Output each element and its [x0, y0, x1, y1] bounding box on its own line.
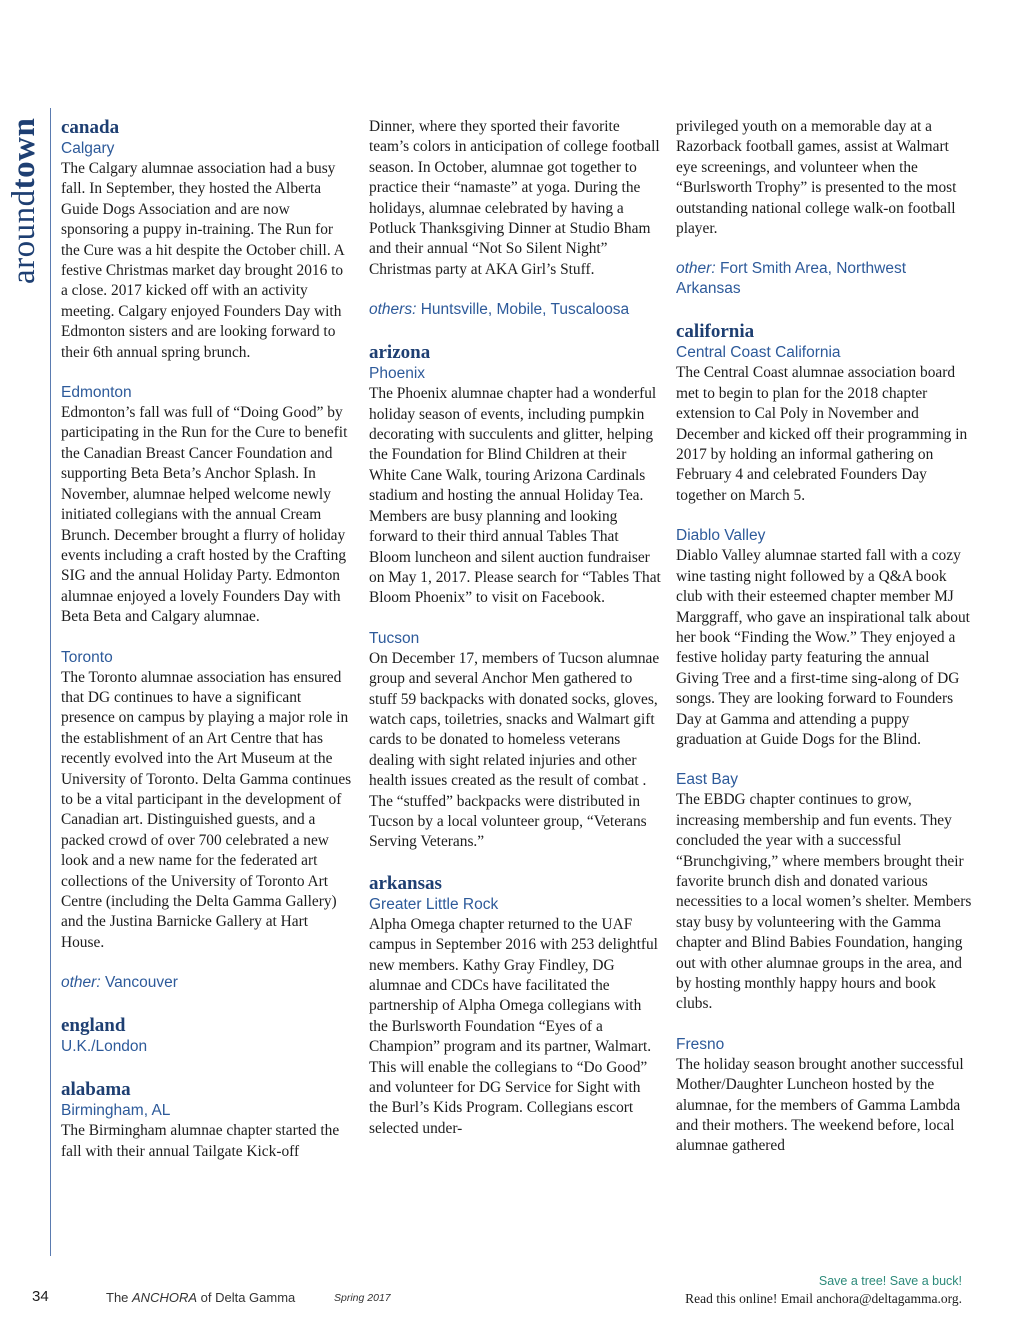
city-heading-east-bay: East Bay [676, 771, 739, 789]
other-label: other: [61, 974, 101, 992]
article-edmonton: Edmonton’s fall was full of “Doing Good” by participating in the Run for the Cure to benefit the Canadian Breast Cancer Foundation and supporting Beta Beta’s Anchor Splash. In November, alumnae helped welcome newly initiated collegians with the annual Cream Brunch. December brought a flurry of holiday events including a craft hosted by the Crafting SIG and the annual Holiday Party. Edmonton alumnae enjoyed a lovely Founders Day with Beta Beta and Calgary alumnae. [61, 404, 348, 626]
city-heading-diablo-valley: Diablo Valley [676, 527, 766, 545]
other-value: Vancouver [100, 974, 178, 992]
city-heading-edmonton: Edmonton [61, 384, 132, 402]
article-phoenix: The Phoenix alumnae chapter had a wonderful holiday season of events, including pumpkin decorating with succulents and glitter, helping the Foundation for Blind Children at their White Cane Walk, touring Arizona Cardinals stadium and hosting the annual Holiday Tea. Members are busy planning and looking forward to their third annual Tables That Bloom luncheon and silent auction fundraiser on May 1, 2017. Please search for “Tables That Bloom Phoenix” to visit on Facebook. [369, 385, 661, 607]
save-tree-note: Save a tree! Save a buck! [818, 1274, 962, 1288]
article-birmingham-continued: Dinner, where they sported their favorite team’s colors in anticipation of college football season. In October, alumnae got together to practice their “namaste” at yoga. During the holidays, alumnae celebrated by having a Potluck Thanksgiving Dinner at Studio Bham and their annual “Not So Silent Night” Christmas party at AKA Girl’s Stuff. [369, 118, 660, 278]
city-heading-calgary: Calgary [61, 140, 115, 157]
region-heading-california: california [676, 321, 755, 343]
city-heading-tucson: Tucson [369, 629, 420, 647]
pub-title: ANCHORA [132, 1290, 198, 1305]
city-heading-toronto: Toronto [61, 648, 113, 666]
section-title-vertical [2, 116, 42, 286]
article-fresno: The holiday season brought another successful Mother/Daughter Luncheon hosted by the alumnae, for the members of Gamma Lambda and their mothers. The weekend before, local alumnae gathered [676, 1055, 964, 1155]
article-birmingham: The Birmingham alumnae chapter started the fall with their annual Tailgate Kick-off [61, 1122, 340, 1160]
column-3 [676, 117, 972, 1177]
region-heading-canada: canada [61, 117, 120, 138]
region-heading-alabama: alabama [61, 1079, 131, 1101]
city-heading-fresno: Fresno [676, 1035, 725, 1053]
read-online-note: Read this online! Email anchora@deltagamma.org. [685, 1291, 962, 1306]
other-value: Fort Smith Area, Northwest Arkansas [676, 260, 907, 298]
article-central-coast: The Central Coast alumnae association board met to begin to plan for the 2018 chapter extension to Cal Poly in November and December and kicked off their programming in 2017 by holding an informal gathering on February 4 and celebrated Founders Day together on March 5. [676, 364, 968, 504]
article-greater-little-rock-continued: privileged youth on a memorable day at a Razorback football games, assist at Walmart eye screenings, and volunteer when the “Burlsworth Trophy” is presented to the most outstanding national college walk-on football player. [676, 118, 957, 238]
issue-label: Spring 2017 [334, 1292, 391, 1304]
page-number: 34 [32, 1288, 49, 1305]
region-heading-england: england [61, 1015, 126, 1037]
column-1 [61, 117, 353, 1182]
vertical-rule [50, 108, 51, 1256]
region-heading-arkansas: arkansas [369, 872, 442, 894]
region-heading-arizona: arizona [369, 342, 431, 364]
article-diablo-valley: Diablo Valley alumnae started fall with a cozy wine tasting night followed by a Q&A book club with their esteemed chapter member MJ Marggraff, who gave an inspirational talk about her book “Finding the Wow.” They enjoyed a festive holiday party featuring the annual Giving Tree and a first-time sing-along of DG songs. They are looking forward to Founders Day at Gamma and attending a puppy graduation at Guide Dogs for the Blind. [676, 547, 970, 748]
others-value: Huntsville, Mobile, Tuscaloosa [416, 301, 630, 319]
article-greater-little-rock: Alpha Omega chapter returned to the UAF campus in September 2016 with 253 delightful new members. Kathy Gray Findley, DG alumnae and CDCs have facilitated the partnership of Alpha Omega collegians with the Burlsworth Foundation “Eyes of a Champion” program and its partner, Walmart. This will enable the collegians to “Do Good” and volunteer for DG Service for Sight with the Burl’s Kids Program. Collegians escort selected under- [369, 915, 658, 1137]
pub-prefix: The [106, 1290, 133, 1305]
other-label: other: [676, 260, 716, 278]
other-chapters-arkansas [676, 259, 972, 299]
city-heading-birmingham: Birmingham, AL [61, 1102, 171, 1120]
article-toronto: The Toronto alumnae association has ensured that DG continues to have a significant presence on campus by playing a major role in the establishment of an Art Centre that has recently evolved into the Art Museum at the University of Toronto. Delta Gamma continues to be a vital participant in the development of Canadian art. Distinguished guests, and a packed crowd of over 700 celebrated a new look and a new name for the federated art collections of the University of Toronto Art Centre (including the Delta Gamma Gallery) and the Justina Barnicke Gallery at Hart House. [61, 668, 352, 951]
city-heading-greater-little-rock: Greater Little Rock [369, 895, 499, 913]
city-heading-phoenix: Phoenix [369, 365, 426, 383]
other-chapters-canada [61, 973, 353, 993]
column-2 [369, 117, 661, 1159]
city-heading-london: U.K./London [61, 1038, 148, 1056]
section-title-light: around [6, 189, 42, 284]
section-title-bold: town [6, 117, 42, 190]
article-tucson: On December 17, members of Tucson alumnae group and several Anchor Men gathered to stuff 59 backpacks with donated socks, gloves, watch caps, toiletries, snacks and Walmart gift cards to be donated to homeless veterans dealing with sight related injuries and other health issues created as the result of combat . The “stuffed” backpacks were distributed in Tucson by a local volunteer group, “Veterans Serving Veterans.” [369, 649, 660, 851]
city-heading-central-coast: Central Coast California [676, 344, 841, 362]
article-calgary: The Calgary alumnae association had a busy fall. In September, they hosted the Alberta Guide Dogs Association and are now sponsoring a puppy in-training. The Run for the Cure was a hit despite the October chill. A festive Christmas market day brought 2016 to a close. 2017 kicked off with an activity meeting. Calgary enjoyed Founders Day with Edmonton sisters and are looking forward to their 6th annual spring brunch. [61, 160, 344, 361]
others-label: others: [369, 301, 417, 319]
publication-name [106, 1290, 295, 1305]
pub-suffix: of Delta Gamma [197, 1290, 296, 1305]
other-chapters-alabama [369, 300, 661, 320]
article-east-bay: The EBDG chapter continues to grow, increasing membership and fun events. They concluded the year with a successful “Brunchgiving,” where members brought their favorite brunch dish and donated various necessities to a local women’s shelter. Members stay busy by volunteering with the Gamma chapter and Blind Babies Foundation, hanging out with other alumnae groups in the area, and by hosting monthly happy hours and book clubs. [676, 791, 972, 1013]
